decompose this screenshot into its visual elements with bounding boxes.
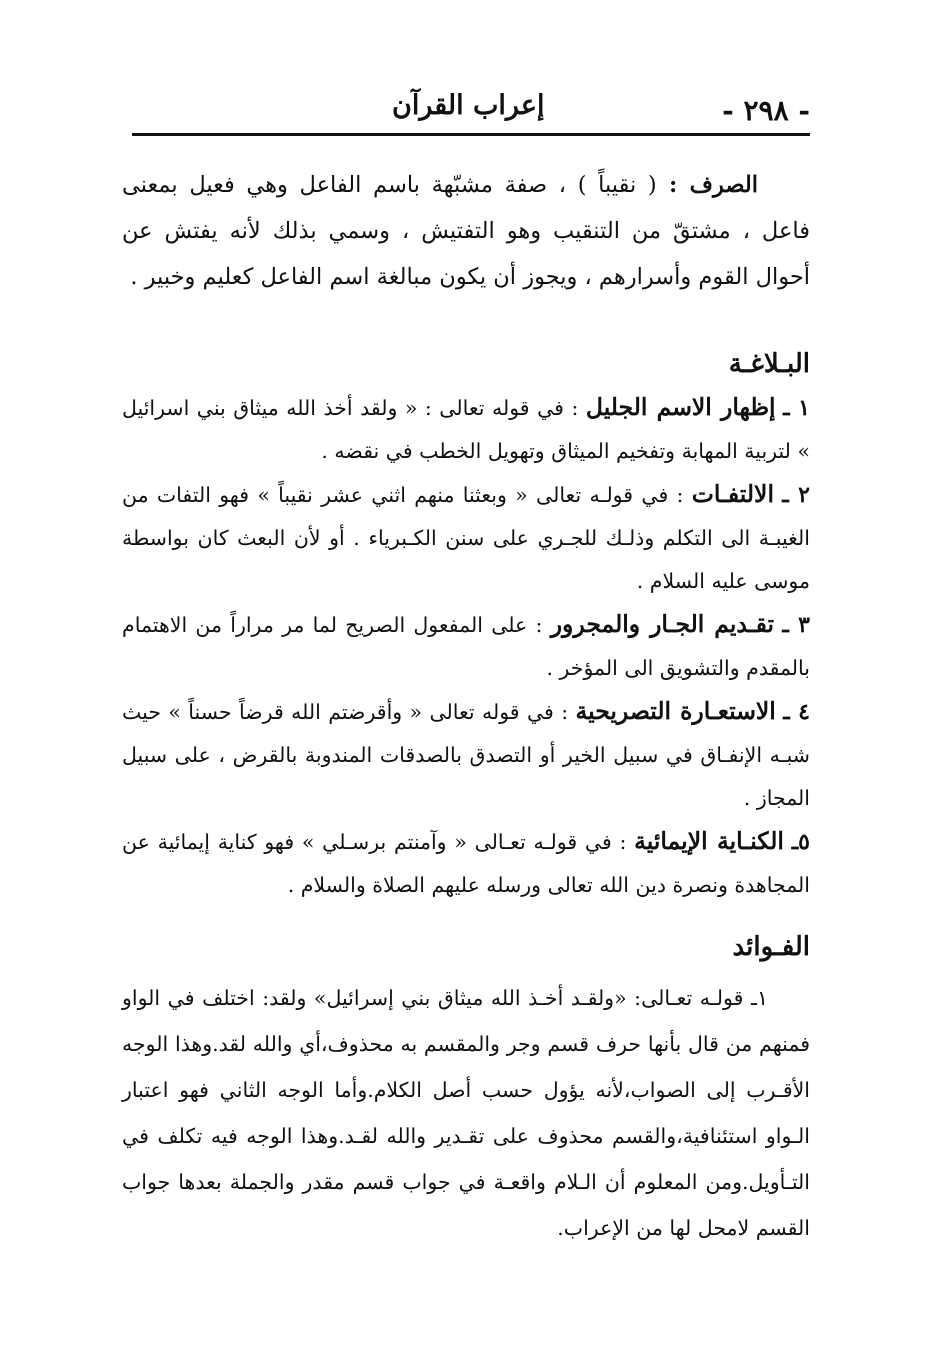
balagha-item-1 (122, 386, 810, 473)
balagha-item-3 (122, 603, 810, 690)
balagha-item-4 (122, 690, 810, 820)
item-number: ٣ ـ (782, 612, 810, 638)
item-lead: تقـديم الجـار والمجرور (550, 610, 775, 638)
item-text: : في قولـه تعالى « وبعثنا منهم اثني عشر نقيباً » فهو التفات من الغيبـة الى التكلم وذلـك للجـري على سنن الكـبرياء . أو لأن البعث كان بواسطة موسى عليه السلام . (122, 483, 810, 593)
item-number: ٥ـ (791, 829, 810, 855)
running-title: إعراب القرآن (392, 90, 545, 121)
balagha-item-5 (122, 820, 810, 907)
page-header (132, 84, 810, 136)
header-rule (132, 133, 810, 136)
sarf-text: ( نقيباً ) ، صفة مشبّهة باسم الفاعل وهي فعيل بمعنى فاعل ، مشتقّ من التنقيب وهو التفتيش ، وسمي بذلك لأنه يفتش عن أحوال القوم وأسرارهم ، ويجوز أن يكون مبالغة اسم الفاعل كعليم وخبير . (122, 172, 810, 290)
balagha-item-2 (122, 473, 810, 603)
balagha-title: البـلاغـة (728, 349, 810, 379)
sarf-label: الصرف : (669, 172, 758, 198)
item-text: : في قوله تعالى : « ولقد أخذ الله ميثاق بني اسرائيل » لتربية المهابة وتفخيم الميثاق وتهويل الخطب في نقضه . (122, 396, 810, 463)
item-number: ١ ـ (783, 395, 810, 421)
item-number: ٢ ـ (782, 482, 810, 508)
balagha-list (122, 386, 810, 907)
item-lead: الاستعـارة التصريحية (575, 697, 776, 725)
item-number: ٤ ـ (783, 699, 810, 725)
fawaid-title: الفـوائد (732, 932, 810, 962)
page-number: - ٢٩٨ - (722, 94, 810, 127)
item-lead: الالتفـات (691, 480, 774, 508)
item-text: : على المفعول الصريح لما مر مراراً من الاهتمام بالمقدم والتشويق الى المؤخر . (122, 613, 810, 680)
sarf-paragraph (122, 162, 810, 300)
fawaid-paragraph: ١ـ قولـه تعـالى: «ولقـد أخـذ الله ميثاق بني إسرائيل» ولقد: اختلف في الواو فمنهم من قال بأنها حرف قسم وجر والمقسم به محذوف،أي والله لقد.وهذا الوجه الأقـرب إلى الصواب،لأنه يؤول حسب أصل الكلام.وأما الوجه الثاني فهو اعتبار الـواو استئنافية،والقسم محذوف على تقـدير والله لقـد.وهذا الوجه فيه تكلف في التـأويل.ومن المعلوم أن الـلام واقعـة في جواب قسم مقدر والجملة بعدها جواب القسم لامحل لها من الإعراب. (122, 986, 810, 1240)
item-lead: الكنـاية الإيمائية (634, 827, 784, 855)
item-text: : في قوله تعالى « وأقرضتم الله قرضاً حسناً » حيث شبـه الإنفـاق في سبيل الخير أو التصدق بالصدقات المندوبة بالقرض ، على سبيل المجاز . (122, 700, 810, 810)
page-content (122, 162, 810, 1251)
item-lead: إظهار الاسم الجليل (585, 393, 776, 421)
item-text: : في قولـه تعـالى « وآمنتم برسـلي » فهو كناية إيمائية عن المجاهدة ونصرة دين الله تعالى ورسله عليهم الصلاة والسلام . (122, 830, 810, 897)
